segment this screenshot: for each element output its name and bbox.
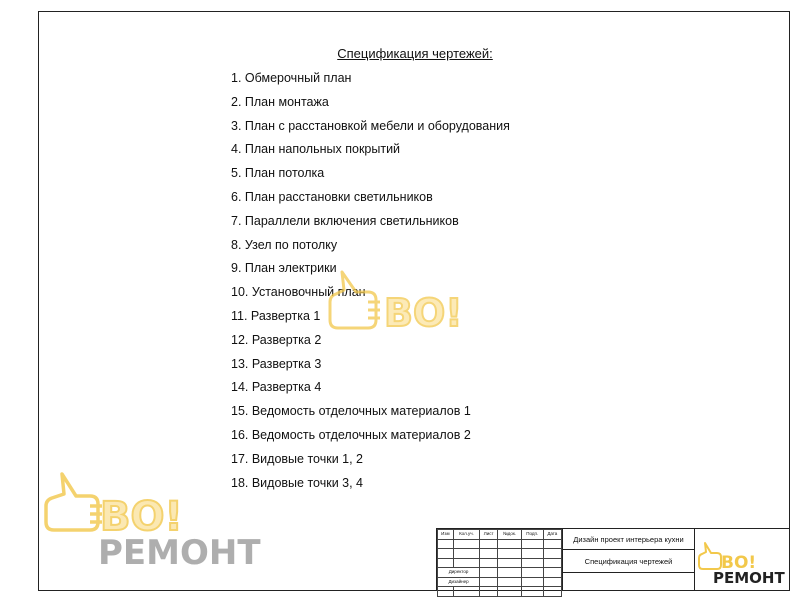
spec-item: 11. Развертка 1 bbox=[231, 308, 321, 323]
spec-item: 17. Видовые точки 1, 2 bbox=[231, 451, 364, 466]
spec-item: 12. Развертка 2 bbox=[231, 332, 322, 347]
header-list: Лист bbox=[480, 530, 498, 540]
revision-table bbox=[437, 529, 562, 591]
thumbs-up-icon bbox=[699, 543, 721, 569]
spec-item: 2. План монтажа bbox=[231, 94, 329, 109]
header-podp: Подп. bbox=[521, 530, 543, 540]
spec-item: 8. Узел по потолку bbox=[231, 237, 338, 252]
spec-item: 1. Обмерочный план bbox=[231, 71, 352, 85]
spec-item: 16. Ведомость отделочных материалов 2 bbox=[231, 427, 471, 442]
title-description bbox=[562, 529, 695, 591]
spec-item: 10. Установочный план bbox=[231, 285, 366, 300]
spec-item: 5. План потолка bbox=[231, 166, 325, 181]
watermark-large-top: ВО! bbox=[100, 494, 183, 540]
role-director: Директор bbox=[438, 568, 480, 578]
title-block bbox=[436, 528, 790, 591]
spec-item: 3. План с расстановкой мебели и оборудования bbox=[231, 118, 510, 133]
header-kol: Кол.уч. bbox=[453, 530, 479, 540]
header-data: Дата bbox=[543, 530, 561, 540]
spec-item: 6. План расстановки светильников bbox=[231, 189, 433, 204]
watermark-large-bottom: РЕМОНТ bbox=[98, 533, 261, 570]
role-designer: Дизайнер bbox=[438, 577, 480, 587]
sheet-name: Спецификация чертежей bbox=[563, 550, 694, 573]
spec-title: Спецификация чертежей: bbox=[337, 46, 493, 61]
spec-list bbox=[231, 71, 510, 499]
spec-item: 18. Видовые точки 3, 4 bbox=[231, 475, 364, 490]
spec-item: 4. План напольных покрытий bbox=[231, 142, 401, 157]
spec-item: 14. Развертка 4 bbox=[231, 380, 322, 395]
logo-bottom-text: РЕМОНТ bbox=[713, 569, 785, 587]
header-ndok: №док. bbox=[498, 530, 522, 540]
spec-item: 9. План электрики bbox=[231, 261, 337, 276]
logo-top-text: ВО! bbox=[721, 553, 757, 573]
spec-item: 13. Развертка 3 bbox=[231, 356, 322, 371]
watermark-center-text: ВО! bbox=[384, 291, 463, 335]
company-logo bbox=[695, 531, 790, 589]
spec-item: 7. Параллели включения светильников bbox=[231, 213, 459, 228]
header-izm: Изм bbox=[438, 530, 454, 540]
spec-item: 15. Ведомость отделочных материалов 1 bbox=[231, 404, 471, 419]
project-name: Дизайн проект интерьера кухни bbox=[563, 529, 694, 550]
